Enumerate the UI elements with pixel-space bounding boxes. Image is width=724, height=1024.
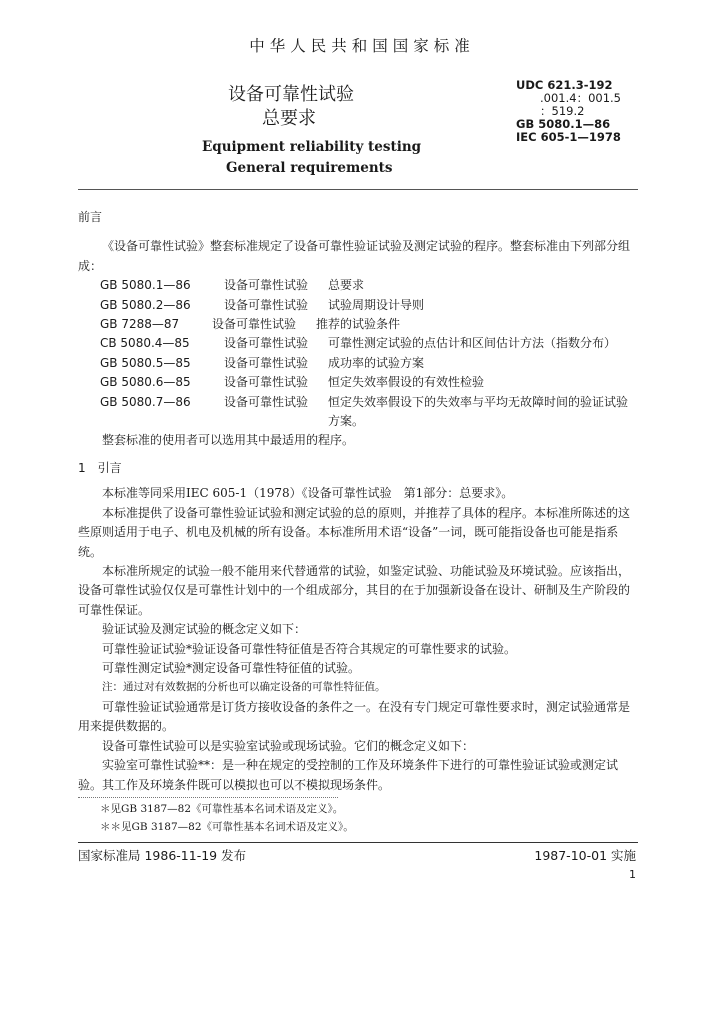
footnotes (100, 800, 354, 836)
classification-codes (516, 79, 621, 144)
preface-section (78, 208, 638, 451)
standard-name: 设备可靠性试验 (224, 278, 309, 293)
header-divider (78, 189, 638, 190)
standard-subtitle: 可靠性测定试验的点估计和区间估计方法（指数分布） (328, 336, 617, 351)
standard-number: GB 5080.2—86 (100, 297, 191, 312)
standard-number: GB 5080.1—86 (100, 278, 191, 293)
standard-subtitle: 推荐的试验条件 (316, 317, 401, 332)
list-item (78, 315, 638, 334)
preface-intro: 《设备可靠性试验》整套标准规定了设备可靠性验证试验及测定试验的程序。整套标准由下列部分组成： (78, 239, 631, 273)
standard-subtitle: 成功率的试验方案 (328, 355, 425, 370)
standard-subtitle: 试验周期设计导则 (328, 297, 425, 312)
standard-name: 设备可靠性试验 (212, 317, 297, 332)
paragraph: 设备可靠性试验可以是实验室试验或现场试验。它们的概念定义如下： (102, 738, 475, 753)
list-item (78, 354, 638, 373)
title-chinese-line1: 设备可靠性试验 (228, 84, 354, 105)
list-item (78, 393, 638, 432)
standard-number: GB 5080.6—85 (100, 375, 191, 390)
list-item (78, 373, 638, 392)
title-chinese-line2: 总要求 (262, 108, 316, 129)
footnote: ＊见GB 3187—82《可靠性基本名词术语及定义》。 (100, 803, 344, 815)
standard-number: GB 5080.5—85 (100, 355, 191, 370)
note: 注：通过对有效数据的分析也可以确定设备的可靠性特征值。 (102, 681, 386, 694)
udc-code-cont1: .001.4：001.5 (540, 91, 621, 105)
standard-subtitle: 恒定失效率假设下的失效率与平均无故障时间的验证试验方案。 (328, 394, 629, 429)
introduction-section (78, 459, 638, 795)
preface-closing: 整套标准的使用者可以选用其中最适用的程序。 (102, 433, 355, 448)
paragraph: 可靠性验证试验*验证设备可靠性特征值是否符合其规定的可靠性要求的试验。 (102, 641, 517, 656)
paragraph: 实验室可靠性试验**：是一种在规定的受控制的工作及环境条件下进行的可靠性验证试验或测定试验。其工作及环境条件既可以模拟也可以不模拟现场条件。 (78, 758, 619, 792)
paragraph: 可靠性测定试验*测定设备可靠性特征值的试验。 (102, 661, 361, 676)
standard-subtitle: 恒定失效率假设的有效性检验 (328, 375, 485, 390)
issuer-date: 国家标准局 1986-11-19 发布 (78, 848, 247, 863)
standard-number: GB 5080.7—86 (100, 394, 191, 409)
list-item (78, 334, 638, 353)
footnote: ＊＊见GB 3187—82《可靠性基本名词术语及定义》。 (100, 821, 354, 833)
preface-heading: 前言 (78, 210, 103, 224)
paragraph: 本标准等同采用IEC 605-1（1978）《设备可靠性试验 第1部分：总要求》。 (102, 486, 514, 501)
page-number: 1 (629, 868, 636, 881)
title-english-line2: General requirements (226, 160, 393, 176)
standard-name: 设备可靠性试验 (224, 375, 309, 390)
standard-name: 设备可靠性试验 (224, 336, 309, 351)
national-standard-header: 中华人民共和国国家标准 (249, 37, 475, 55)
standards-list (78, 276, 638, 431)
paragraph: 可靠性验证试验通常是订货方接收设备的条件之一。在没有专门规定可靠性要求时，测定试验通常是用来提供数据的。 (78, 699, 631, 734)
standard-name: 设备可靠性试验 (224, 297, 309, 312)
paragraph: 验证试验及测定试验的概念定义如下： (102, 622, 307, 637)
iec-code: IEC 605-1—1978 (516, 130, 621, 144)
paragraph: 本标准所规定的试验一般不能用来代替通常的试验，如鉴定试验、功能试验及环境试验。应该指出，设备可靠性试验仅仅是可靠性计划中的一个组成部分，其目的在于加强新设备在设计、研制及生产阶段的可靠性保证。 (78, 564, 631, 617)
gb-code: GB 5080.1—86 (516, 117, 611, 131)
section-heading: 1 引言 (78, 461, 122, 475)
standard-number: CB 5080.4—85 (100, 336, 190, 351)
standard-name: 设备可靠性试验 (224, 355, 309, 370)
list-item (78, 296, 638, 315)
standard-number: GB 7288—87 (100, 317, 180, 332)
standard-subtitle: 总要求 (328, 278, 365, 293)
udc-code-cont2: ：519.2 (540, 104, 585, 118)
udc-code: UDC 621.3-192 (516, 78, 613, 92)
standard-name: 设备可靠性试验 (224, 394, 309, 409)
effective-date: 1987-10-01 实施 (534, 848, 636, 863)
paragraph: 本标准提供了设备可靠性验证试验和测定试验的总的原则，并推荐了具体的程序。本标准所陈述的这些原则适用于电子、机电及机械的所有设备。本标准所用术语“设备”一词，既可能指设备也可能是指系统。 (78, 505, 631, 559)
footer-divider (78, 842, 638, 843)
footnote-divider (78, 797, 338, 798)
title-english-line1: Equipment reliability testing (202, 139, 422, 155)
list-item (78, 276, 638, 295)
